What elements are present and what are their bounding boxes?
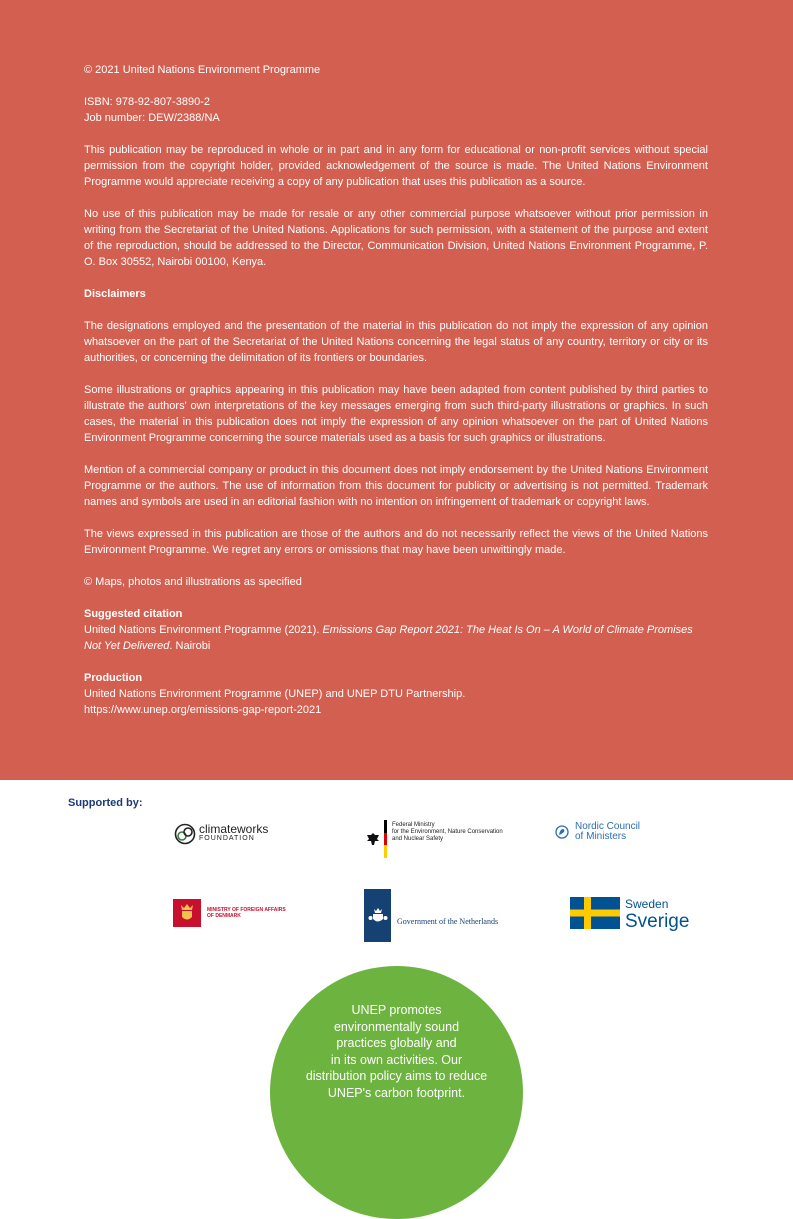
publication-ids [84, 94, 708, 126]
federal-eagle-icon [366, 832, 380, 846]
nordic-council-text [575, 822, 640, 842]
isbn: ISBN: 978-92-807-3890-2 [84, 96, 210, 108]
sweden-logo [570, 895, 689, 931]
denmark-line-2: OF DENMARK [207, 913, 241, 919]
bmu-line-2: for the Environment, Nature Conservation [392, 829, 503, 835]
climateworks-wordmark [199, 824, 268, 844]
resale-paragraph: No use of this publication may be made for resale or any other commercial purpose whatsoever without prior permission in writing from the Secretariat of the United Nations. Applications for such permission, with a statement of the purpose and extent of the reproduction, should be addressed to the Director, Communication Division, United Nations Environment Programme, P. O. Box 30552, Nairobi 00100, Kenya. [84, 208, 708, 268]
denmark-ministry-text [207, 907, 286, 919]
netherlands-text: Government of the Netherlands [397, 917, 499, 926]
disclaimer-paragraph-3: Mention of a commercial company or product in this document does not imply endorsement by the United Nations Environment Programme or the authors. The use of information from this document for publicity or advertising is not permitted. Trademark names and symbols are used in an editorial fashion with no intention on infringement of trademark or copyright laws. [84, 464, 708, 508]
danish-crest-icon [173, 899, 201, 927]
swedish-flag-icon [570, 897, 620, 929]
bmu-line-3: and Nuclear Safety [392, 836, 444, 842]
disclaimer-paragraph-2: Some illustrations or graphics appearing in this publication may have been adapted from content published by third parties to illustrate the authors' own interpretations of the key messages emerging from such third-party illustrations or graphics. In such cases, the material in this publication does not imply the expression of any opinion whatsoever on the part of United Nations Environment Programme concerning the source materials used as a basis for such graphics or illustrations. [84, 384, 708, 444]
copyright-line: © 2021 United Nations Environment Programme [84, 64, 321, 76]
sweden-wordmark [625, 895, 689, 931]
climateworks-mark-icon [174, 823, 196, 845]
production-block [84, 670, 708, 718]
climateworks-sub: FOUNDATION [199, 835, 255, 842]
citation-suffix: . Nairobi [169, 640, 211, 652]
german-ministry-text [392, 822, 503, 843]
citation-heading: Suggested citation [84, 608, 183, 620]
disclaimers-heading [84, 286, 708, 302]
netherlands-government-logo [364, 889, 498, 942]
citation-prefix: United Nations Environment Programme (2021). [84, 624, 323, 636]
supported-by-label: Supported by: [68, 797, 143, 809]
denmark-line-1: MINISTRY OF FOREIGN AFFAIRS [207, 907, 286, 913]
production-url[interactable]: https://www.unep.org/emissions-gap-report-2021 [84, 704, 322, 716]
nordic-line-2: of Ministers [575, 831, 627, 842]
climateworks-name: climateworks [199, 822, 269, 836]
job-number: Job number: DEW/2388/NA [84, 112, 220, 124]
disclaimer-paragraph-1: The designations employed and the presentation of the material in this publication do not imply the expression of any opinion whatsoever on the part of the Secretariat of the United Nations concerning the legal status of any country, territory or city or its authorities, or concerning the delimitation of its frontiers or boundaries. [84, 320, 708, 364]
disclaimers-heading-text: Disclaimers [84, 288, 146, 300]
disclaimer-paragraph-4: The views expressed in this publication are those of the authors and do not necessarily reflect the views of the United Nations Environment Programme. We regret any errors or omissions that may have been unwittingly made. [84, 528, 708, 556]
nordic-council-logo [555, 822, 640, 842]
citation-title: Emissions Gap Report 2021: The Heat Is On – A World of Climate Promises Not Yet Delivered [84, 624, 693, 652]
swan-icon [555, 825, 569, 839]
nordic-line-1: Nordic Council [575, 821, 641, 832]
maps-note: © Maps, photos and illustrations as specified [84, 576, 302, 588]
sweden-swedish: Sverige [625, 911, 690, 932]
german-ministry-logo [366, 820, 503, 858]
carbon-footprint-text: UNEP promotes environmentally sound practices globally and in its own activities. Our distribution policy aims to reduce UNEP's carbon footprint. [305, 1003, 488, 1100]
production-line: United Nations Environment Programme (UNEP) and UNEP DTU Partnership. [84, 688, 466, 700]
reproduction-paragraph: This publication may be reproduced in whole or in part and in any form for educational or non-profit services without special permission from the copyright holder, provided acknowledgement of the source is made. The United Nations Environment Programme would appreciate receiving a copy of any publication that uses this publication as a source. [84, 144, 708, 188]
lion-crest-icon [368, 907, 388, 925]
denmark-ministry-logo [173, 899, 286, 927]
colophon-text [84, 62, 708, 734]
production-heading: Production [84, 672, 143, 684]
citation-block [84, 606, 708, 654]
german-flag-bar [384, 820, 387, 858]
climateworks-logo [174, 823, 268, 845]
sweden-english: Sweden [625, 897, 669, 911]
crown-shield-icon [178, 903, 196, 923]
bmu-line-1: Federal Ministry [392, 822, 435, 828]
dutch-coat-of-arms-icon [364, 889, 391, 942]
